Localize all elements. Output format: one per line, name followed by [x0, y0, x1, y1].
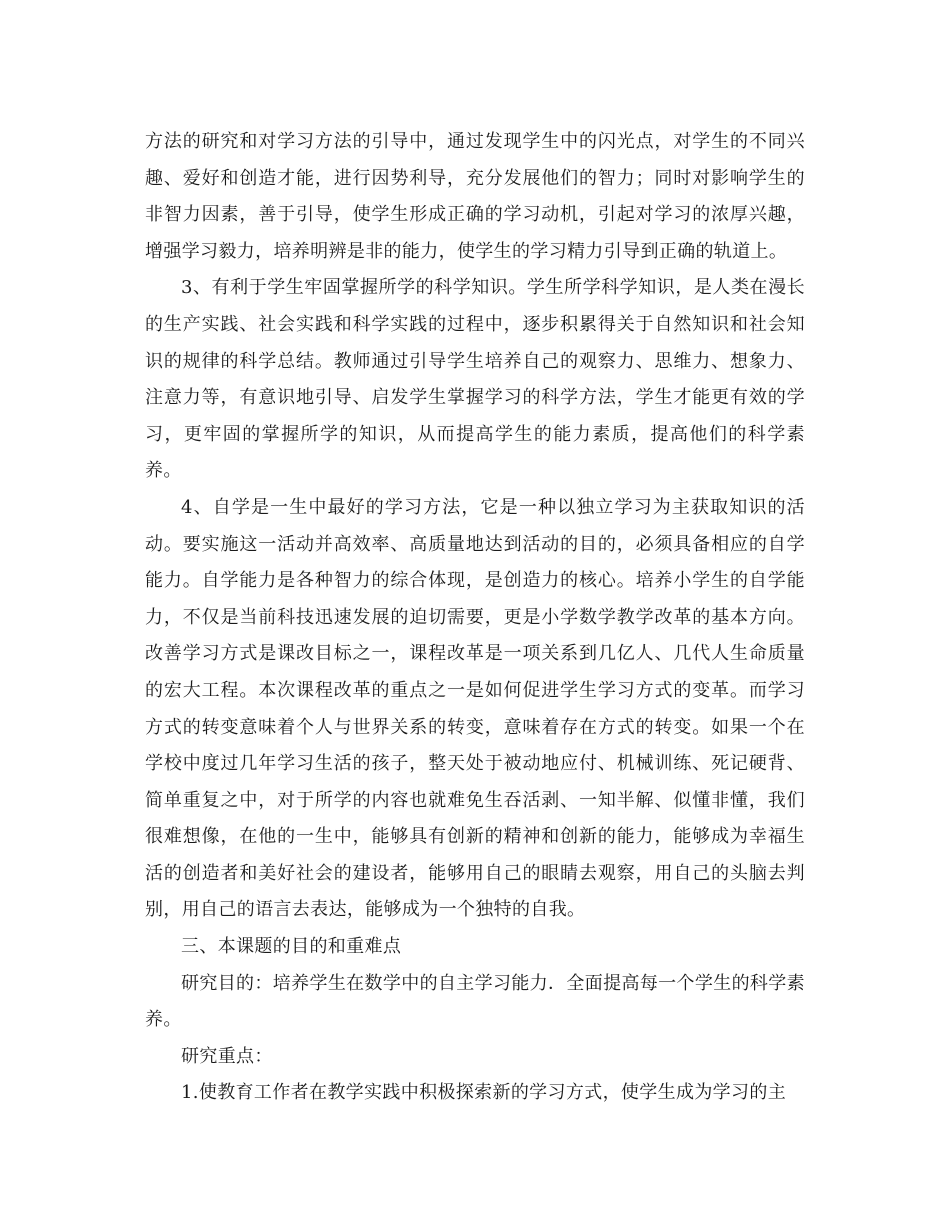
- paragraph-focus-item-1: 1.使教育工作者在教学实践中积极探索新的学习方式，使学生成为学习的主: [181, 1082, 787, 1104]
- paragraph-learning-methods: 方法的研究和对学习方法的引导中，通过发现学生中的闪光点，对学生的不同兴趣、爱好和创造才能，进行因势利导，充分发展他们的智力；同时对影响学生的非智力因素，善于引导，使学生形成正确的学习动机，引起对学习的浓厚兴趣，增强学习毅力，培养明辨是非的能力，使学生的学习精力引导到正确的轨道上。: [145, 131, 805, 262]
- section-heading-3: 三、本课题的目的和重难点: [181, 936, 402, 958]
- paragraph-point-3: 3、有利于学生牢固掌握所学的科学知识。学生所学科学知识，是人类在漫长的生产实践、社会实践和科学实践的过程中，逐步积累得关于自然知识和社会知识的规律的科学总结。教师通过引导学生培养自己的观察力、思维力、想象力、注意力等，有意识地引导、启发学生掌握学习的科学方法，学生才能更有效的学习，更牢固的掌握所学的知识，从而提高学生的能力素质，提高他们的科学素养。: [145, 277, 805, 482]
- document-page: [145, 124, 805, 1112]
- paragraph-research-goal: 研究目的：培养学生在数学中的自主学习能力．全面提高每一个学生的科学素养。: [145, 972, 805, 1031]
- paragraph-point-4: 4、自学是一生中最好的学习方法，它是一种以独立学习为主获取知识的活动。要实施这一活动并高效率、高质量地达到活动的目的，必须具备相应的自学能力。自学能力是各种智力的综合体现，是创造力的核心。培养小学生的自学能力，不仅是当前科技迅速发展的迫切需要，更是小学数学教学改革的基本方向。改善学习方式是课改目标之一，课程改革是一项关系到几亿人、几代人生命质量的宏大工程。本次课程改革的重点之一是如何促进学生学习方式的变革。而学习方式的转变意味着个人与世界关系的转变，意味着存在方式的转变。如果一个在学校中度过几年学习生活的孩子，整天处于被动地应付、机械训练、死记硬背、简单重复之中，对于所学的内容也就难免生吞活剥、一知半解、似懂非懂，我们很难想像，在他的一生中，能够具有创新的精神和创新的能力，能够成为幸福生活的创造者和美好社会的建设者，能够用自己的眼睛去观察，用自己的头脑去判别，用自己的语言去表达，能够成为一个独特的自我。: [145, 496, 805, 921]
- paragraph-research-focus-label: 研究重点：: [181, 1045, 273, 1067]
